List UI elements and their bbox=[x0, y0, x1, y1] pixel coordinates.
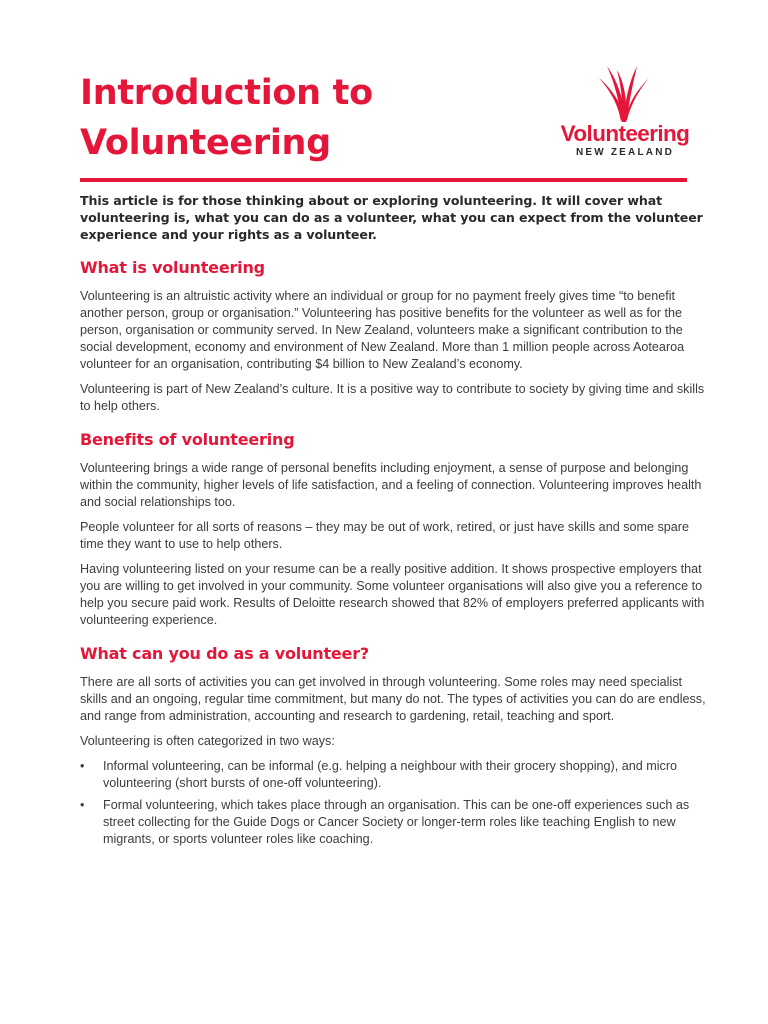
section-benefits-of-volunteering bbox=[80, 430, 710, 629]
section-what-can-you-do bbox=[80, 644, 710, 848]
list-item-text: Informal volunteering, can be informal (e.g. helping a neighbour with their grocery shopping), and micro volunteering (short bursts of one-off volunteering). bbox=[103, 759, 678, 790]
volunteering-nz-logo bbox=[548, 64, 698, 164]
bullet-icon: • bbox=[80, 798, 85, 812]
list-item bbox=[80, 758, 710, 792]
title-line-1: Introduction to bbox=[80, 73, 373, 113]
section-heading: What can you do as a volunteer? bbox=[80, 644, 369, 663]
title-line-2: Volunteering bbox=[80, 123, 331, 163]
section-heading: Benefits of volunteering bbox=[80, 430, 295, 449]
article-body bbox=[80, 192, 710, 853]
flax-plant-icon bbox=[595, 64, 651, 122]
paragraph: Volunteering is part of New Zealand’s culture. It is a positive way to contribute to society by giving time and skills to help others. bbox=[80, 382, 705, 413]
logo-wordmark: Volunteering bbox=[560, 121, 690, 146]
volunteering-types-list bbox=[80, 758, 710, 848]
paragraph: Volunteering is often categorized in two ways: bbox=[80, 734, 335, 748]
paragraph: Volunteering is an altruistic activity where an individual or group for no payment freely gives time “to benefit another person, group or organisation.” Volunteering has positive benefits for the volunteer as well as for the person, organisation or community served. In New Zealand, volunteers make a significant contribution to the social development, economy and environment of New Zealand. More than 1 million people across Aotearoa volunteer for an organisation, contributing $4 billion to New Zealand’s economy. bbox=[80, 289, 685, 371]
section-what-is-volunteering bbox=[80, 258, 710, 415]
header-divider bbox=[80, 178, 687, 182]
paragraph: People volunteer for all sorts of reasons – they may be out of work, retired, or just have skills and some spare time they want to use to help others. bbox=[80, 520, 689, 551]
paragraph: Having volunteering listed on your resume can be a really positive addition. It shows prospective employers that you are willing to get involved in your community. Some volunteer organisations will also give you a reference to help you secure paid work. Results of Deloitte research showed that 82% of employers preferred applicants with volunteering experience. bbox=[80, 562, 705, 627]
page-title bbox=[80, 68, 373, 168]
list-item-text: Formal volunteering, which takes place through an organisation. This can be one-off experiences such as street collecting for the Guide Dogs or Cancer Society or longer-term roles like teaching English to new migrants, or sports volunteer roles like coaching. bbox=[103, 798, 690, 846]
bullet-icon: • bbox=[80, 759, 85, 773]
logo-subtitle: NEW ZEALAND bbox=[575, 147, 675, 158]
paragraph: Volunteering brings a wide range of personal benefits including enjoyment, a sense of purpose and belonging within the community, higher levels of life satisfaction, and a feeling of connection. Volunteering improves health and social relationships too. bbox=[80, 461, 702, 509]
intro-paragraph: This article is for those thinking about or exploring volunteering. It will cover what volunteering is, what you can do as a volunteer, what you can expect from the volunteer experience and your rights as a volunteer. bbox=[80, 193, 703, 242]
list-item bbox=[80, 797, 710, 848]
section-heading: What is volunteering bbox=[80, 258, 265, 277]
paragraph: There are all sorts of activities you can get involved in through volunteering. Some roles may need specialist skills and an ongoing, regular time commitment, but many do not. The types of activities you can do are endless, and range from administration, accounting and research to gardening, retail, teaching and sport. bbox=[80, 675, 706, 723]
